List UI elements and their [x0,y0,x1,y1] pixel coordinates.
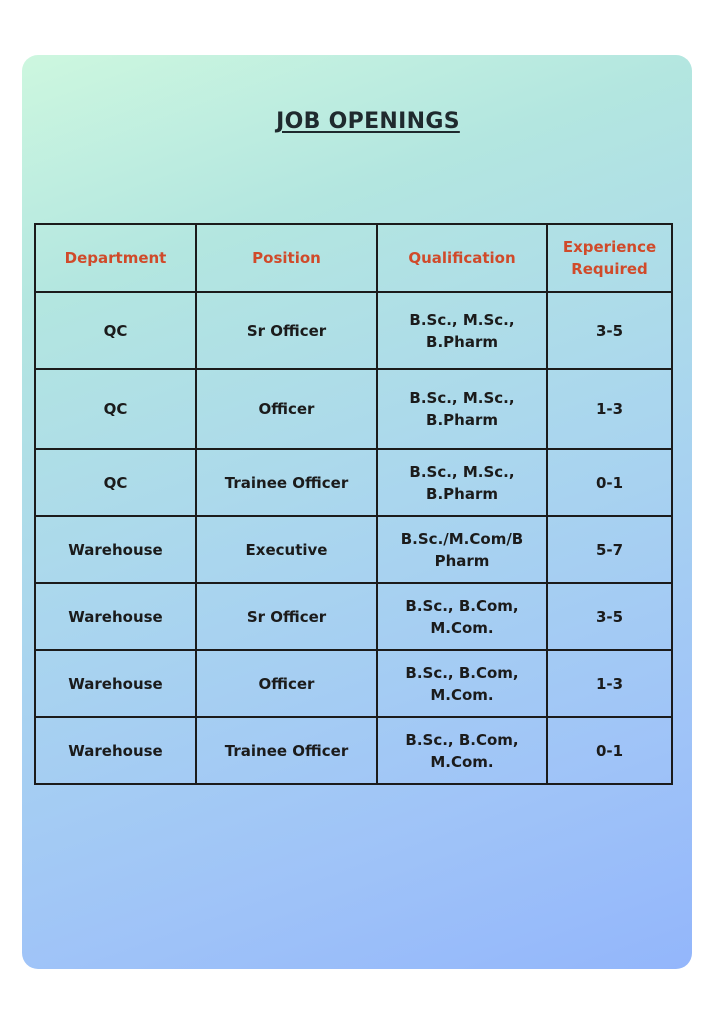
table-row [35,292,672,369]
cell-experience: 0-1 [547,717,672,784]
cell-experience: 3-5 [547,292,672,369]
cell-qualification: B.Sc./M.Com/B Pharm [377,516,547,583]
cell-position: Trainee Officer [196,717,377,784]
table-row [35,717,672,784]
page-title: JOB OPENINGS [276,109,460,134]
cell-department: Warehouse [35,516,196,583]
cell-qualification: B.Sc., B.Com, M.Com. [377,650,547,717]
cell-position: Sr Officer [196,583,377,650]
table-row [35,369,672,449]
cell-department: QC [35,449,196,516]
cell-experience: 5-7 [547,516,672,583]
cell-qualification: B.Sc., B.Com, M.Com. [377,583,547,650]
cell-experience: 1-3 [547,650,672,717]
header-department: Department [35,224,196,292]
table-header-row [35,224,672,292]
cell-experience: 1-3 [547,369,672,449]
cell-qualification: B.Sc., B.Com, M.Com. [377,717,547,784]
table-row [35,449,672,516]
cell-qualification: B.Sc., M.Sc., B.Pharm [377,292,547,369]
cell-department: Warehouse [35,717,196,784]
header-experience-required: Experience Required [547,224,672,292]
cell-position: Sr Officer [196,292,377,369]
cell-department: QC [35,369,196,449]
table-row [35,583,672,650]
table-row [35,650,672,717]
header-qualification: Qualification [377,224,547,292]
cell-department: Warehouse [35,583,196,650]
cell-department: Warehouse [35,650,196,717]
cell-position: Trainee Officer [196,449,377,516]
cell-qualification: B.Sc., M.Sc., B.Pharm [377,369,547,449]
cell-department: QC [35,292,196,369]
cell-experience: 0-1 [547,449,672,516]
cell-position: Officer [196,650,377,717]
header-position: Position [196,224,377,292]
job-openings-table [34,223,673,785]
cell-position: Officer [196,369,377,449]
table-row [35,516,672,583]
cell-position: Executive [196,516,377,583]
cell-qualification: B.Sc., M.Sc., B.Pharm [377,449,547,516]
cell-experience: 3-5 [547,583,672,650]
